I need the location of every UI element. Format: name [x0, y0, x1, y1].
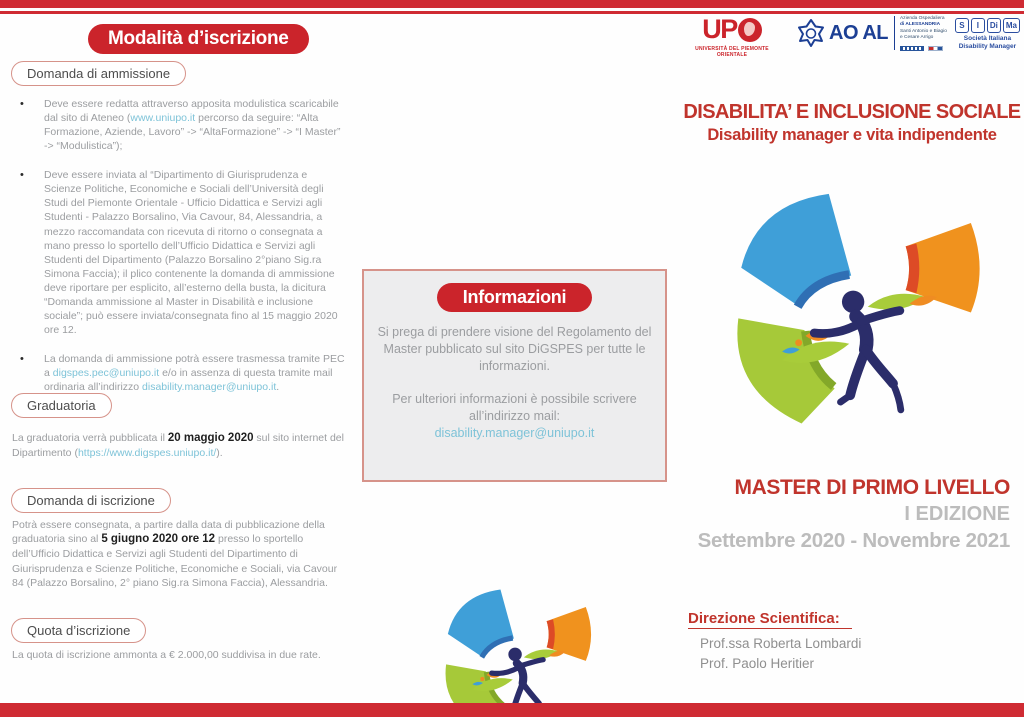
- text-segment: e/o in assenza di questa tramite mail ordinaria all’indirizzo: [44, 367, 333, 394]
- aoal-divider: [894, 16, 895, 50]
- bullet-text: [44, 352, 346, 394]
- piedmont-map-icon: [738, 18, 762, 42]
- master-level-title: MASTER DI PRIMO LIVELLO: [734, 476, 1010, 499]
- text-segment: Deve essere redatta attraverso apposita modulistica scaricabile dal sito di Ateneo (: [44, 98, 339, 125]
- aoal-line: Santi Antonio e Biagio: [899, 28, 947, 34]
- bullet-item: [14, 97, 346, 153]
- text-segment: www.uniupo.it: [130, 112, 196, 125]
- partner-logos-row: [686, 16, 1020, 74]
- top-accent-line: [0, 11, 1024, 14]
- bullet-dot: •: [20, 353, 24, 365]
- text-segment: .: [73, 323, 77, 336]
- bullet-text: [44, 168, 346, 337]
- text-segment: La domanda di ammissione potrà essere trasmessa tramite PEC a: [44, 353, 345, 380]
- flag-icon: [928, 46, 943, 51]
- director-name: Prof.ssa Roberta Lombardi: [700, 636, 862, 651]
- text-segment: percorso da seguire: “Alta Formazione, Aziende, Lavoro” -> “AltaFormazione” -> “I Master” -> “Modulistica”);: [44, 112, 341, 153]
- info-paragraph-1: Si prega di prendere visione del Regolamento del Master pubblicato sul sito DiGSPES per tutte le informazioni.: [377, 325, 652, 373]
- domanda-iscrizione-text: [12, 518, 342, 590]
- quota-iscrizione-pill: Quota d’iscrizione: [11, 618, 146, 643]
- text-segment: 5 giugno 2020 ore 12: [101, 533, 216, 546]
- aoal-subtext: [900, 16, 947, 51]
- bottom-accent-bar: [0, 703, 1024, 717]
- bullet-item: [14, 352, 346, 394]
- bullet-item: [14, 168, 346, 337]
- director-name: Prof. Paolo Heritier: [700, 656, 815, 671]
- modalita-iscrizione-badge: Modalità d’iscrizione: [88, 24, 309, 54]
- text-segment: .: [276, 381, 280, 394]
- sidima-box: S: [955, 18, 969, 33]
- text-segment: digspes.pec@uniupo.it: [52, 367, 160, 380]
- star-flower-icon: [796, 18, 826, 48]
- aoal-flag-bars: [900, 46, 947, 51]
- bullet-dot: •: [20, 169, 24, 182]
- person-fan-logo-large: [712, 188, 1004, 441]
- sidima-subtext-1: Società Italiana: [963, 35, 1012, 42]
- sidima-box: I: [971, 18, 985, 33]
- upo-wordmark: [686, 16, 778, 43]
- admission-bullet-list: [14, 97, 346, 394]
- info-paragraph-2: Per ulteriori informazioni è possibile scrivere all’indirizzo mail:: [392, 391, 637, 423]
- aoal-line: Azienda Ospedaliera: [899, 16, 945, 21]
- text-segment: La graduatoria verrà pubblicata il: [12, 432, 168, 444]
- upo-logo: [686, 16, 778, 58]
- text-segment: Deve essere inviata al “Dipartimento di Giurisprudenza e Scienze Politiche, Economiche e Sociali dell’Università degli Studi del Piemonte Orientale - Ufficio Didattica e Servizi agli Studenti - Palazzo Borsalino, Via Cavour, 84, Alessandria, a mezzo raccomandata con ricevuta di ritorno o consegnata a mano presso lo sportello dell’Ufficio Didattica e Servizi agli Studenti del Dipartimento (Palazzo Borsalino 2°piano Sig.ra Simona Faccia); il plico contenente la domanda di ammissione deve riportare per esplicito, all’esterno della busta, la dicitura “Domanda ammissione al Master in Disabilità e inclusione sociale”; può essere inviata/consegnata fino al: [44, 169, 335, 322]
- text-segment: Potrà essere consegnata, a partire dalla data di pubblicazione della graduatoria sino al: [12, 519, 325, 546]
- aoal-wordmark: AO AL: [829, 21, 888, 44]
- sidima-subtext-2: Disability Manager: [958, 43, 1017, 51]
- top-accent-bar: [0, 0, 1024, 8]
- upo-letters: UP: [702, 14, 737, 44]
- text-segment: La quota di iscrizione ammonta a € 2.000,00 suddivisa in due rate.: [12, 649, 321, 661]
- program-title: DISABILITA’ E INCLUSIONE SOCIALE: [683, 101, 1021, 123]
- text-segment: presso lo sportello dell’Ufficio Didattica e Servizi agli Studenti del Dipartimento di Giurisprudenza e Scienze Politiche, Economiche e Sociali, via Cavour 84 (Palazzo Borsalino, 2° piano Sig.ra Simona Faccia), Alessandria.: [12, 533, 338, 589]
- sidima-box: Ma: [1003, 18, 1020, 33]
- aoal-logo: [796, 16, 947, 51]
- graduatoria-pill: Graduatoria: [11, 393, 112, 418]
- text-segment: 15 maggio 2020 ore 12: [44, 309, 338, 336]
- sidima-letter-boxes: [955, 18, 1020, 33]
- domanda-ammissione-pill: Domanda di ammissione: [11, 61, 186, 86]
- program-subtitle: Disability manager e vita indipendente: [707, 126, 997, 144]
- program-dates: Settembre 2020 - Novembre 2021: [697, 529, 1010, 552]
- upo-subtext: UNIVERSITÀ DEL PIEMONTE ORIENTALE: [695, 46, 769, 58]
- info-email-link: disability.manager@uniupo.it: [434, 426, 595, 441]
- sidima-logo: [955, 16, 1020, 52]
- text-segment: sul sito internet del Dipartimento (: [12, 432, 344, 460]
- text-segment: disability.manager@uniupo.it: [142, 381, 277, 394]
- text-segment: https://www.digspes.uniupo.it/: [77, 447, 217, 460]
- domanda-iscrizione-pill: Domanda di iscrizione: [11, 488, 171, 513]
- bullet-dot: •: [20, 98, 24, 110]
- sidima-box: Di: [987, 18, 1001, 33]
- direction-heading: Direzione Scientifica:: [688, 610, 852, 629]
- text-segment: 20 maggio 2020: [167, 432, 254, 444]
- informazioni-badge: Informazioni: [437, 283, 592, 312]
- quota-iscrizione-text: [12, 648, 346, 662]
- edition-label: I EDIZIONE: [904, 503, 1010, 525]
- info-box: [362, 269, 667, 482]
- person-fan-logo-small: [430, 586, 606, 717]
- aoal-line: di ALESSANDRIA: [899, 22, 941, 28]
- graduatoria-text: [12, 431, 346, 460]
- bullet-text: [44, 97, 346, 153]
- aoal-line: e Cesare Arrigo: [899, 35, 934, 41]
- text-segment: ).: [216, 447, 223, 460]
- stripes-icon: [900, 46, 924, 51]
